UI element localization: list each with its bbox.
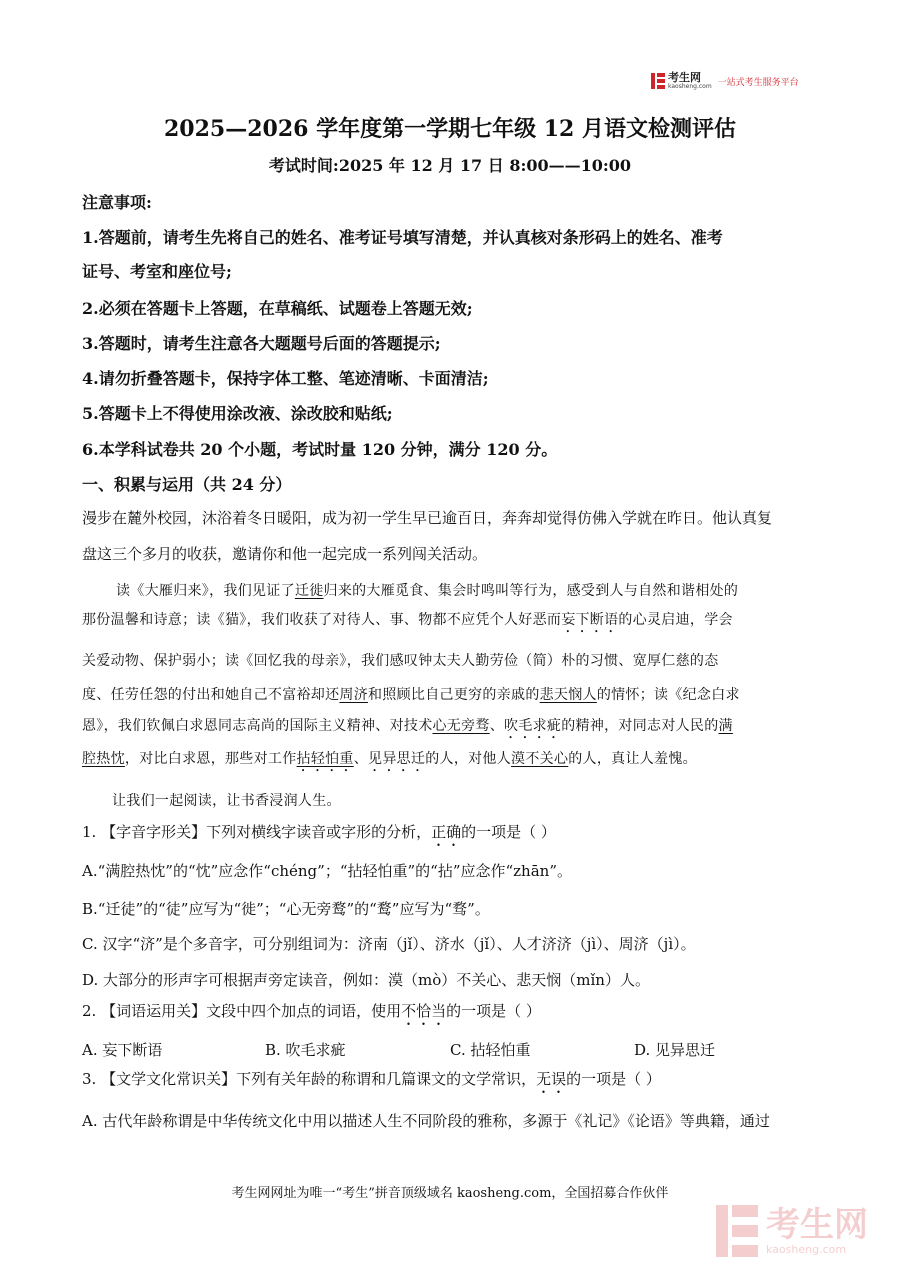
option-c: C. 汉字“济”是个多音字，可分别组词为：济南（jǐ）、济水（jǐ）、人才济济（jì）、周济（jì）。	[82, 935, 696, 953]
page-title: 2025—2026 学年度第一学期七年级 12 月语文检测评估	[163, 116, 737, 142]
option-a: A. 古代年龄称谓是中华传统文化中用以描述人生不同阶段的雅称，多源于《礼记》《论语》等典籍，通过	[82, 1112, 770, 1130]
dotted-word: 拈轻怕重	[296, 751, 354, 767]
passage-line: 关爱动物、保护弱小；读《回忆我的母亲》，我们感叹钟太夫人勤劳俭（简）朴的习惯、宽厚仁慈的态	[82, 653, 719, 669]
passage-line: 度、任劳任怨的付出和她自己不富裕却还周济和照顾比自己更穷的亲戚的悲天悯人的情怀；读《纪念白求	[82, 687, 740, 703]
option-b: B.“迁徒”的“徒”应写为“徙”；“心无旁鹜”的“鹜”应写为“骛”。	[82, 900, 490, 918]
dotted-word: 吹毛求疵	[504, 718, 562, 734]
intro-line: 盘这三个多月的收获，邀请你和他一起完成一系列闯关活动。	[82, 545, 488, 563]
option-d: D. 见异思迁	[634, 1041, 716, 1059]
logo-slogan: 一站式考生服务平台	[717, 77, 799, 88]
option-a: A. 妄下断语	[82, 1041, 163, 1059]
header-logo	[651, 70, 821, 92]
notice-item: 证号、考室和座位号;	[82, 262, 232, 281]
passage-line: 读《大雁归来》，我们见证了迁徙归来的大雁觅食、集会时鸣叫等行为，感受到人与自然和谐相处的	[116, 583, 739, 599]
notice-item: 4.请勿折叠答题卡，保持字体工整、笔迹清晰、卡面清洁;	[82, 369, 489, 388]
option-b: B. 吹毛求疵	[265, 1041, 346, 1059]
question-stem: 1. 【字音字形关】下列对横线字读音或字形的分析，正确的一项是（ ）	[82, 823, 556, 841]
question-stem: 3. 【文学文化常识关】下列有关年龄的称谓和几篇课文的文学常识，无误的一项是（ ）	[82, 1070, 661, 1088]
underlined-word: 心无旁骛	[432, 718, 490, 734]
option-a: A.“满腔热忱”的“忱”应念作“chéng”；“拈轻怕重”的“拈”应念作“zhān”。	[82, 862, 572, 880]
exam-time: 考试时间:2025 年 12 月 17 日 8:00——10:00	[268, 156, 632, 175]
underlined-word: 满	[718, 718, 733, 734]
underlined-word: 悲天悯人	[539, 687, 597, 703]
notice-item: 1.答题前，请考生先将自己的姓名、准考证号填写清楚，并认真核对条形码上的姓名、准考	[82, 228, 723, 247]
underlined-word: 迁徙	[294, 583, 324, 599]
underlined-word: 腔热忱	[82, 751, 125, 767]
page-footer: 考生网网址为唯一“考生”拼音顶级域名 kaosheng.com，全国招募合作伙伴	[231, 1186, 669, 1201]
kaosheng-watermark-icon	[716, 1205, 758, 1257]
underlined-word: 周济	[339, 687, 369, 703]
notice-item: 3.答题时，请考生注意各大题题号后面的答题提示;	[82, 334, 441, 353]
notice-item: 2.必须在答题卡上答题，在草稿纸、试题卷上答题无效;	[82, 299, 473, 318]
section-heading: 一、积累与运用（共 24 分）	[82, 475, 292, 494]
underlined-word: 漠不关心	[511, 751, 569, 767]
passage-line: 那份温馨和诗意；读《猫》，我们收获了对待人、事、物都不应凭个人好恶而妄下断语的心灵启迪，学会	[82, 612, 733, 628]
notice-item: 5.答题卡上不得使用涂改液、涂改胶和贴纸;	[82, 404, 393, 423]
question-stem: 2. 【词语运用关】文段中四个加点的词语，使用不恰当的一项是（ ）	[82, 1002, 541, 1020]
notice-heading: 注意事项:	[82, 193, 152, 212]
intro-line: 漫步在麓外校园，沐浴着冬日暖阳，成为初一学生早已逾百日，奔奔却觉得仿佛入学就在昨日。他认真复	[82, 509, 773, 527]
option-d: D. 大部分的形声字可根据声旁定读音，例如：漠（mò）不关心、悲天悯（mǐn）人。	[82, 971, 650, 989]
passage-line: 腔热忱，对比白求恩，那些对工作拈轻怕重、见异思迁的人，对他人漠不关心的人，真让人羞愧。	[82, 751, 697, 767]
passage-line: 恩》，我们钦佩白求恩同志高尚的国际主义精神、对技术心无旁骛、吹毛求疵的精神，对同志对人民的满	[82, 718, 733, 734]
notice-item: 6.本学科试卷共 20 个小题，考试时量 120 分钟，满分 120 分。	[82, 440, 558, 459]
passage-line: 让我们一起阅读，让书香浸润人生。	[112, 793, 341, 809]
logo-brand: 考生网 kaosheng.com	[668, 71, 712, 90]
watermark: 考生网 kaosheng.com	[716, 1196, 896, 1266]
dotted-word: 见异思迁	[368, 751, 426, 767]
dotted-word: 妄下断语	[561, 612, 619, 628]
kaosheng-logo-icon	[651, 73, 665, 89]
option-c: C. 拈轻怕重	[450, 1041, 531, 1059]
